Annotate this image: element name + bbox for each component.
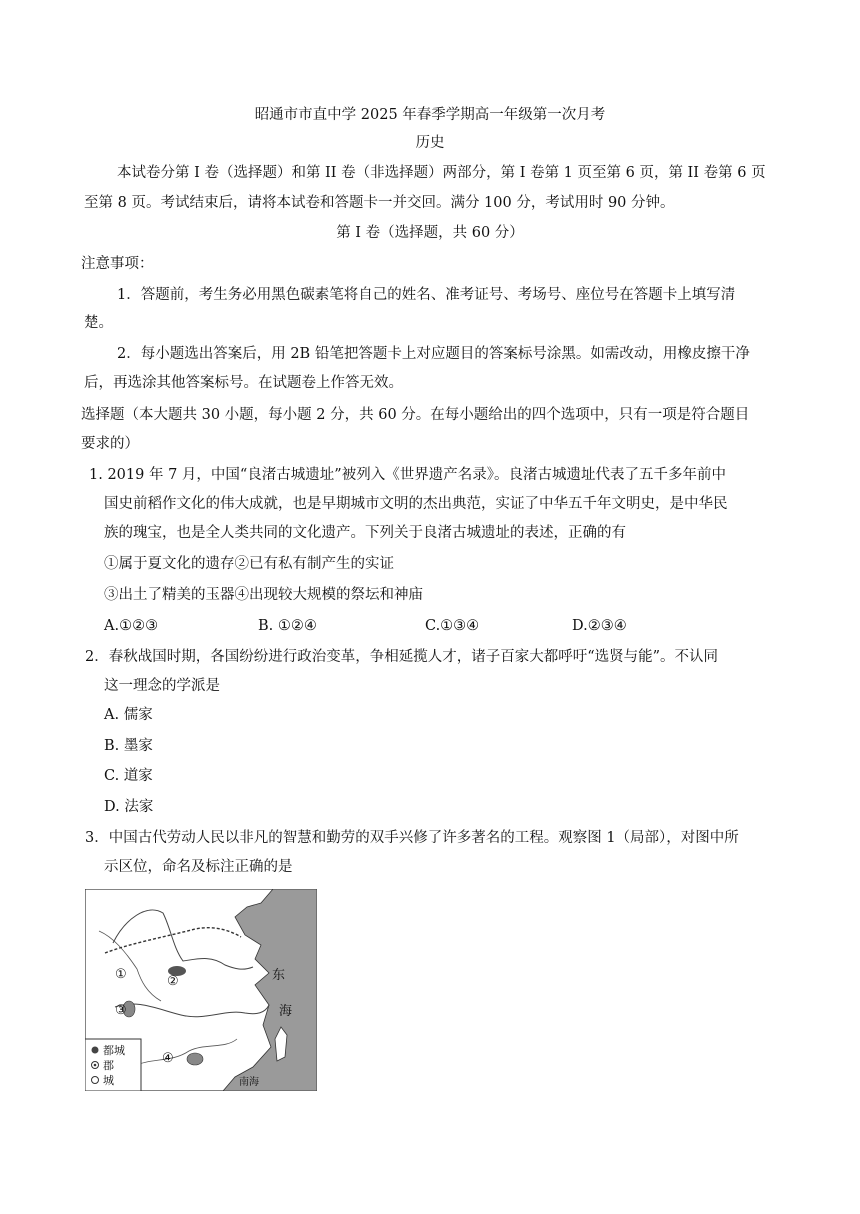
q1-option-d: D.②③④: [572, 618, 627, 634]
notice-item-1-line-2: 楚。: [84, 315, 113, 331]
q3-line-2: 示区位，命名及标注正确的是: [104, 859, 293, 875]
intro-line-2: 至第 8 页。考试结束后，请将本试卷和答题卡一并交回。满分 100 分，考试用时 90 分钟。: [84, 195, 675, 211]
q1-line-1: 1. 2019 年 7 月，中国“良渚古城遗址”被列入《世界遗产名录》。良渚古城遗址代表了五千多年前中: [89, 467, 726, 483]
sea-label-hai: 海: [279, 1004, 293, 1019]
legend-capital-label: 都城: [103, 1044, 125, 1057]
sea-label-bohai-1: 渤: [243, 939, 254, 952]
q1-option-a: A.①②③: [104, 618, 159, 634]
sea-label-bohai-2: 海: [243, 952, 254, 965]
sea-label-nanhai: 南海: [239, 1077, 259, 1088]
q2-option-b: B. 墨家: [104, 738, 153, 754]
sea-label-dong: 东: [272, 968, 286, 983]
subject-title: 历史: [415, 135, 445, 151]
legend-capital-icon: [92, 1047, 99, 1054]
map-legend: [85, 1039, 141, 1091]
legend-commandery-label: 郡: [103, 1059, 114, 1072]
map-marker-2: ②: [167, 974, 179, 989]
q1-option-c: C.①③④: [425, 618, 480, 634]
q1-line-2: 国史前稻作文化的伟大成就，也是早期城市文明的杰出典范，实证了中华五千年文明史，是中华民: [104, 496, 728, 512]
exam-title: 昭通市市直中学 2025 年春季学期高一年级第一次月考: [254, 107, 606, 123]
q2-line-1: 2．春秋战国时期，各国纷纷进行政治变革，争相延揽人才，诸子百家大都呼吁“选贤与能”。不认同: [85, 649, 719, 665]
map-marker-4: ④: [162, 1051, 174, 1066]
map-marker-3: ③: [115, 1003, 127, 1018]
q2-option-c: C. 道家: [104, 768, 153, 784]
choice-instructions-line-2: 要求的）: [81, 436, 139, 452]
map-marker-1: ①: [115, 967, 127, 982]
choice-instructions-line-1: 选择题（本大题共 30 小题，每小题 2 分，共 60 分。在每小题给出的四个选项中，只有一项是符合题目: [81, 407, 750, 423]
q1-line-3: 族的瑰宝，也是全人类共同的文化遗产。下列关于良渚古城遗址的表述，正确的有: [104, 525, 626, 541]
q2-line-2: 这一理念的学派是: [104, 678, 220, 694]
notice-item-1-line-1: 1．答题前，考生务必用黑色碳素笔将自己的姓名、准考证号、考场号、座位号在答题卡上填写清: [117, 287, 736, 303]
q1-option-b: B. ①②④: [258, 618, 317, 634]
intro-line-1: 本试卷分第 I 卷（选择题）和第 II 卷（非选择题）两部分，第 I 卷第 1 页至第 6 页，第 II 卷第 6 页: [117, 165, 766, 181]
map-figure-1: [85, 889, 317, 1091]
section-title: 第 I 卷（选择题，共 60 分）: [336, 225, 524, 241]
notice-item-2-line-1: 2．每小题选出答案后，用 2B 铅笔把答题卡上对应题目的答案标号涂黑。如需改动，用橡皮擦干净: [117, 346, 750, 362]
q3-line-1: 3．中国古代劳动人民以非凡的智慧和勤劳的双手兴修了许多著名的工程。观察图 1（局部），对图中所: [85, 830, 739, 846]
region-4: [187, 1053, 203, 1065]
notice-heading: 注意事项：: [81, 256, 154, 272]
legend-city-label: 城: [103, 1074, 114, 1087]
q2-option-a: A. 儒家: [104, 707, 153, 723]
q2-option-d: D. 法家: [104, 799, 154, 815]
notice-item-2-line-2: 后，再选涂其他答案标号。在试题卷上作答无效。: [84, 375, 403, 391]
q1-line-4: ①属于夏文化的遗存②已有私有制产生的实证: [104, 556, 394, 572]
q1-line-5: ③出土了精美的玉器④出现较大规模的祭坛和神庙: [104, 587, 423, 603]
